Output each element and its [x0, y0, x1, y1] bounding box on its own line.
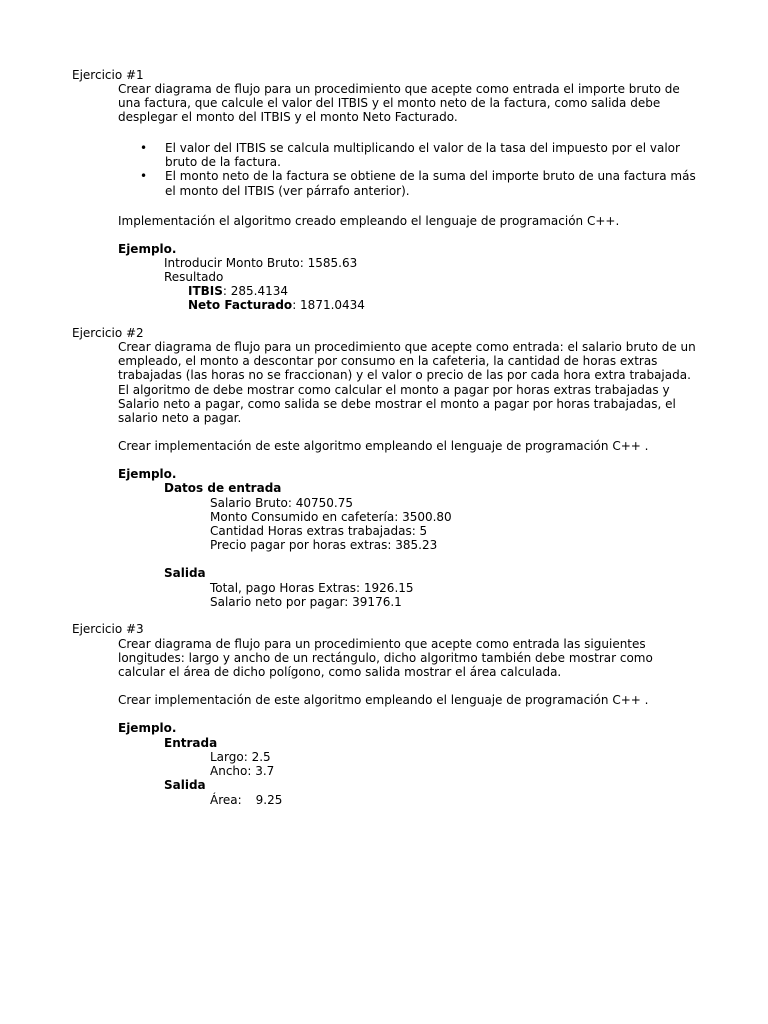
exercise-2-input-line: Precio pagar por horas extras: 385.23: [210, 538, 438, 552]
exercise-2-heading: Ejercicio #2: [72, 326, 144, 340]
exercise-2-description: Crear diagrama de flujo para un procedimiento que acepte como entrada: el salario bruto de un empleado, el monto a descontar por consumo en la cafeteria, la cantidad de horas extras trabajadas (las horas no se fraccionan) y el valor o precio de las por cada hora extra trabajada. El algoritmo de debe mostrar como calcular el monto a pagar por horas extras trabajadas y Salario neto a pagar, como salida se debe mostrar el monto a pagar por horas trabajadas, el salario neto a pagar.: [118, 340, 696, 426]
exercise-2-output-line: Total, pago Horas Extras: 1926.15: [210, 581, 414, 595]
bullet-text: El monto neto de la factura se obtiene de la suma del importe bruto de una factura más el monto del ITBIS (ver párrafo anterior).: [165, 169, 696, 198]
bullet-icon: •: [140, 169, 148, 184]
exercise-3-input-line: Largo: 2.5: [210, 750, 271, 764]
exercise-2-example-label: Ejemplo.: [118, 467, 177, 481]
exercise-3-input-label: Entrada: [164, 736, 218, 750]
bullet-icon: •: [140, 141, 148, 155]
exercise-1-example-label: Ejemplo.: [118, 242, 177, 256]
exercise-1-itbis-line: [188, 284, 288, 298]
exercise-1-implementation: Implementación el algoritmo creado empleando el lenguaje de programación C++.: [118, 214, 620, 228]
exercise-2-implementation: Crear implementación de este algoritmo empleando el lenguaje de programación C++ .: [118, 439, 649, 453]
exercise-3-heading: Ejercicio #3: [72, 622, 144, 636]
exercise-1-neto-line: [188, 298, 365, 312]
exercise-2-output-label: Salida: [164, 566, 206, 580]
exercise-1-heading: Ejercicio #1: [72, 68, 144, 82]
area-value: 9.25: [255, 793, 283, 807]
exercise-2-input-line: Salario Bruto: 40750.75: [210, 496, 354, 510]
exercise-1-input-line: Introducir Monto Bruto: 1585.63: [164, 256, 358, 270]
exercise-3-input-line: Ancho: 3.7: [210, 764, 275, 778]
exercise-2-output-line: Salario neto por pagar: 39176.1: [210, 595, 402, 609]
bullet-text: El valor del ITBIS se calcula multiplicando el valor de la tasa del impuesto por el valor bruto de la factura.: [165, 141, 680, 170]
exercise-2-input-line: Cantidad Horas extras trabajadas: 5: [210, 524, 428, 538]
neto-label: Neto Facturado: [188, 298, 293, 312]
exercise-3-example-label: Ejemplo.: [118, 721, 177, 735]
exercise-1-bullet-list: [140, 141, 700, 198]
exercise-2-input-label: Datos de entrada: [164, 481, 282, 495]
exercise-2-input-line: Monto Consumido en cafetería: 3500.80: [210, 510, 452, 524]
exercise-1-description: Crear diagrama de flujo para un procedimiento que acepte como entrada el importe bruto de una factura, que calcule el valor del ITBIS y el monto neto de la factura, como salida debe desplegar el monto del ITBIS y el monto Neto Facturado.: [118, 82, 680, 125]
neto-value: : 1871.0434: [292, 298, 365, 312]
area-label: Área:: [210, 793, 242, 807]
itbis-label: ITBIS: [188, 284, 223, 298]
exercise-1-result-label: Resultado: [164, 270, 224, 284]
exercise-3-output-label: Salida: [164, 778, 206, 792]
exercise-3-description: Crear diagrama de flujo para un procedimiento que acepte como entrada las siguientes longitudes: largo y ancho de un rectángulo, dicho algoritmo también debe mostrar como calcular el área de dicho polígono, como salida mostrar el área calculada.: [118, 637, 653, 680]
itbis-value: : 285.4134: [222, 284, 289, 298]
bullet-item: [140, 169, 700, 197]
exercise-3-implementation: Crear implementación de este algoritmo empleando el lenguaje de programación C++ .: [118, 693, 649, 707]
bullet-item: [140, 141, 700, 169]
exercise-3-area-line: [210, 793, 282, 807]
